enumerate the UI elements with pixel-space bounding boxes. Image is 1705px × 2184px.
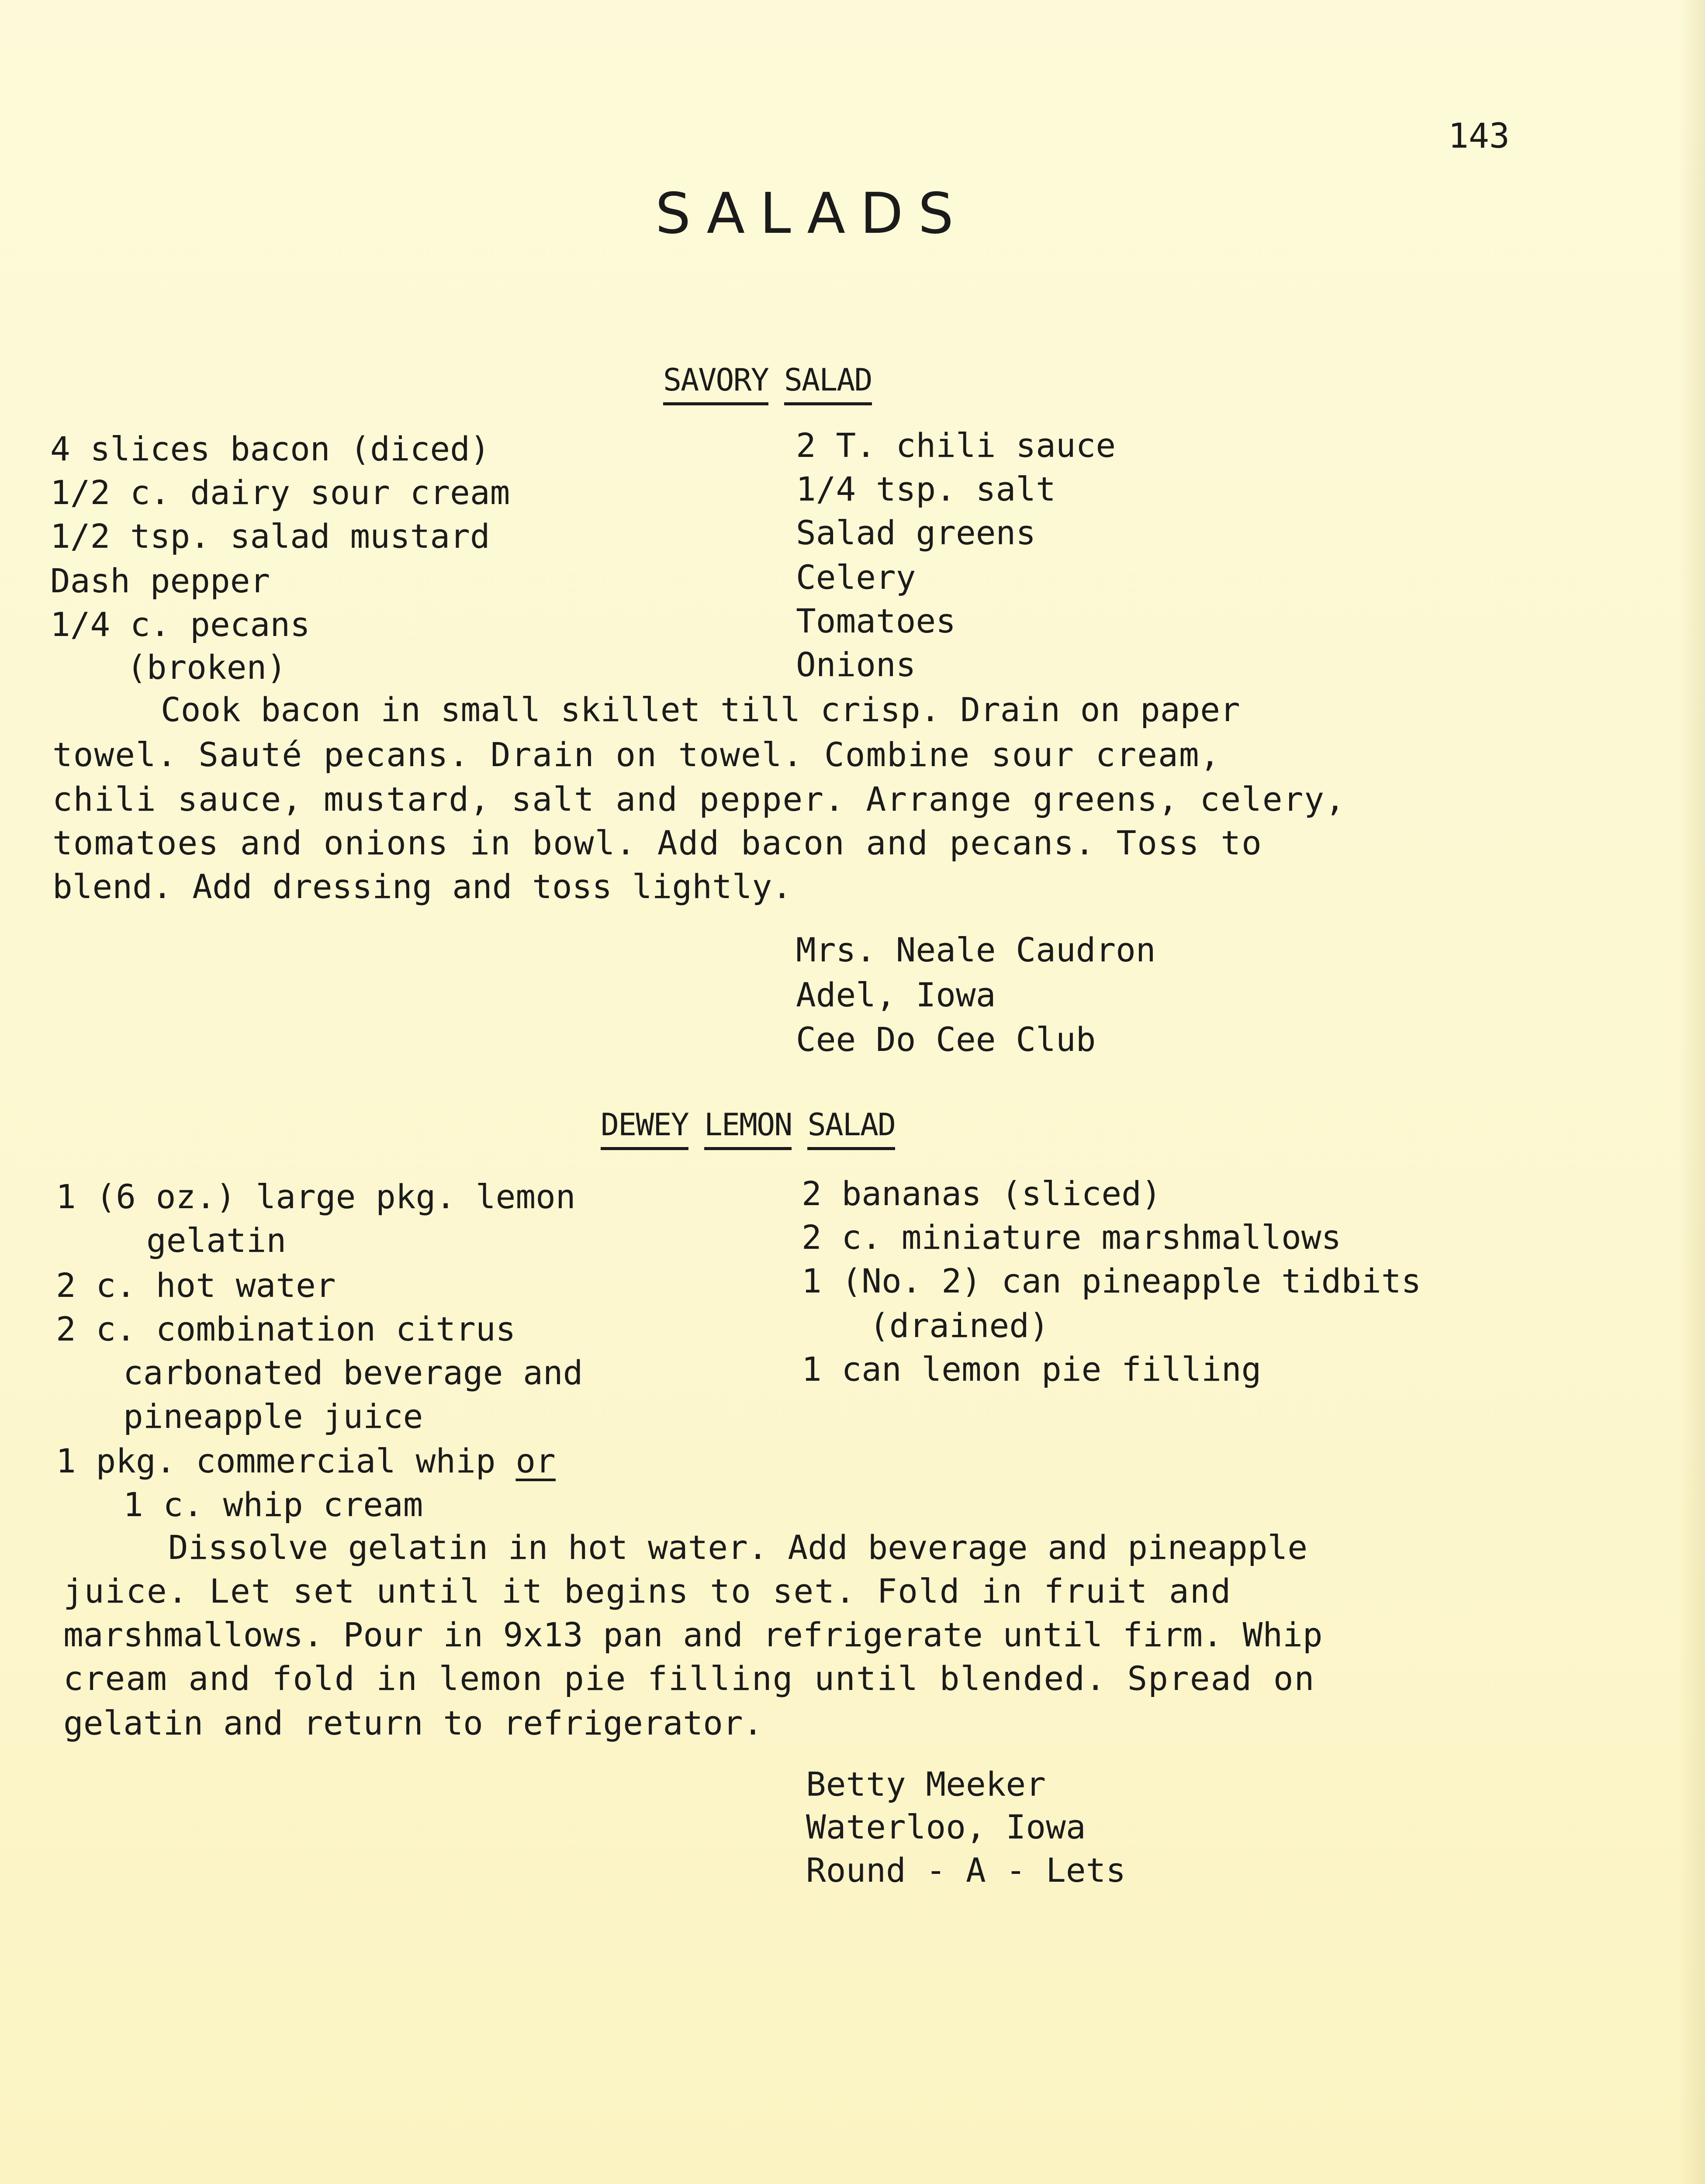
recipe-title-dewey-lemon-salad (601, 1105, 895, 1150)
ingredient: 1/4 c. pecans (50, 605, 310, 644)
recipe-title-word: LEMON (704, 1105, 792, 1150)
ingredient: 4 slices bacon (diced) (50, 429, 490, 468)
ingredient: 1/2 tsp. salad mustard (50, 517, 490, 556)
ingredient: Dash pepper (50, 561, 270, 600)
ingredient: 2 T. chili sauce (796, 426, 1116, 465)
bleed-through-shadow (1463, 262, 1660, 568)
recipe-title-word: SAVORY (663, 360, 768, 405)
attribution-club: Round - A - Lets (806, 1851, 1126, 1890)
attribution-name: Mrs. Neale Caudron (796, 930, 1156, 969)
direction-line: towel. Sauté pecans. Drain on towel. Combine sour cream, (52, 735, 1221, 774)
direction-line: juice. Let set until it begins to set. Fold in fruit and (63, 1572, 1232, 1610)
direction-line: Dissolve gelatin in hot water. Add beverage and pineapple (168, 1528, 1308, 1567)
page-number: 143 (1448, 117, 1510, 156)
ingredient: Tomatoes (796, 601, 956, 640)
ingredient: gelatin (146, 1221, 287, 1260)
ingredient: Onions (796, 645, 916, 684)
ingredient-text: 1 pkg. commercial whip (56, 1441, 496, 1480)
ingredient (56, 1439, 556, 1483)
attribution-location: Waterloo, Iowa (806, 1807, 1086, 1846)
ingredient: 1/2 c. dairy sour cream (50, 473, 510, 512)
attribution-name: Betty Meeker (806, 1765, 1046, 1804)
ingredient: Celery (796, 558, 916, 597)
ingredient: 1 can lemon pie filling (802, 1350, 1262, 1389)
recipe-title-word: SALAD (807, 1105, 895, 1150)
ingredient: pineapple juice (123, 1397, 423, 1436)
ingredient: Salad greens (796, 513, 1036, 552)
direction-line: blend. Add dressing and toss lightly. (52, 867, 792, 906)
attribution-club: Cee Do Cee Club (796, 1020, 1096, 1059)
direction-line: chili sauce, mustard, salt and pepper. Arrange greens, celery, (52, 780, 1346, 819)
ingredient: 2 c. combination citrus (56, 1310, 516, 1348)
direction-line: gelatin and return to refrigerator. (63, 1704, 763, 1742)
page-edge-shadow (1679, 0, 1705, 2184)
recipe-title-word: DEWEY (601, 1105, 688, 1150)
ingredient: 2 c. hot water (56, 1266, 336, 1305)
ingredient: 1 (No. 2) can pineapple tidbits (802, 1261, 1421, 1300)
or-underlined: or (515, 1441, 556, 1480)
direction-line: tomatoes and onions in bowl. Add bacon and pecans. Toss to (52, 823, 1262, 862)
direction-line: cream and fold in lemon pie filling until blended. Spread on (63, 1659, 1315, 1698)
ingredient: 2 bananas (sliced) (802, 1174, 1162, 1213)
direction-line: Cook bacon in small skillet till crisp. Drain on paper (161, 690, 1240, 729)
ingredient: (drained) (869, 1306, 1049, 1345)
ingredient: 2 c. miniature marshmallows (802, 1218, 1342, 1257)
direction-line: marshmallows. Pour in 9x13 pan and refrigerate until firm. Whip (63, 1615, 1323, 1654)
recipe-title-word: SALAD (784, 360, 872, 405)
ingredient: 1/4 tsp. salt (796, 470, 1056, 508)
ingredient: carbonated beverage and (123, 1353, 583, 1392)
section-title: SALADS (655, 181, 968, 246)
ingredient: (broken) (127, 648, 287, 687)
attribution-location: Adel, Iowa (796, 975, 996, 1014)
ingredient: 1 c. whip cream (123, 1485, 423, 1524)
recipe-title-savory-salad (663, 360, 872, 405)
ingredient: 1 (6 oz.) large pkg. lemon (56, 1177, 576, 1216)
